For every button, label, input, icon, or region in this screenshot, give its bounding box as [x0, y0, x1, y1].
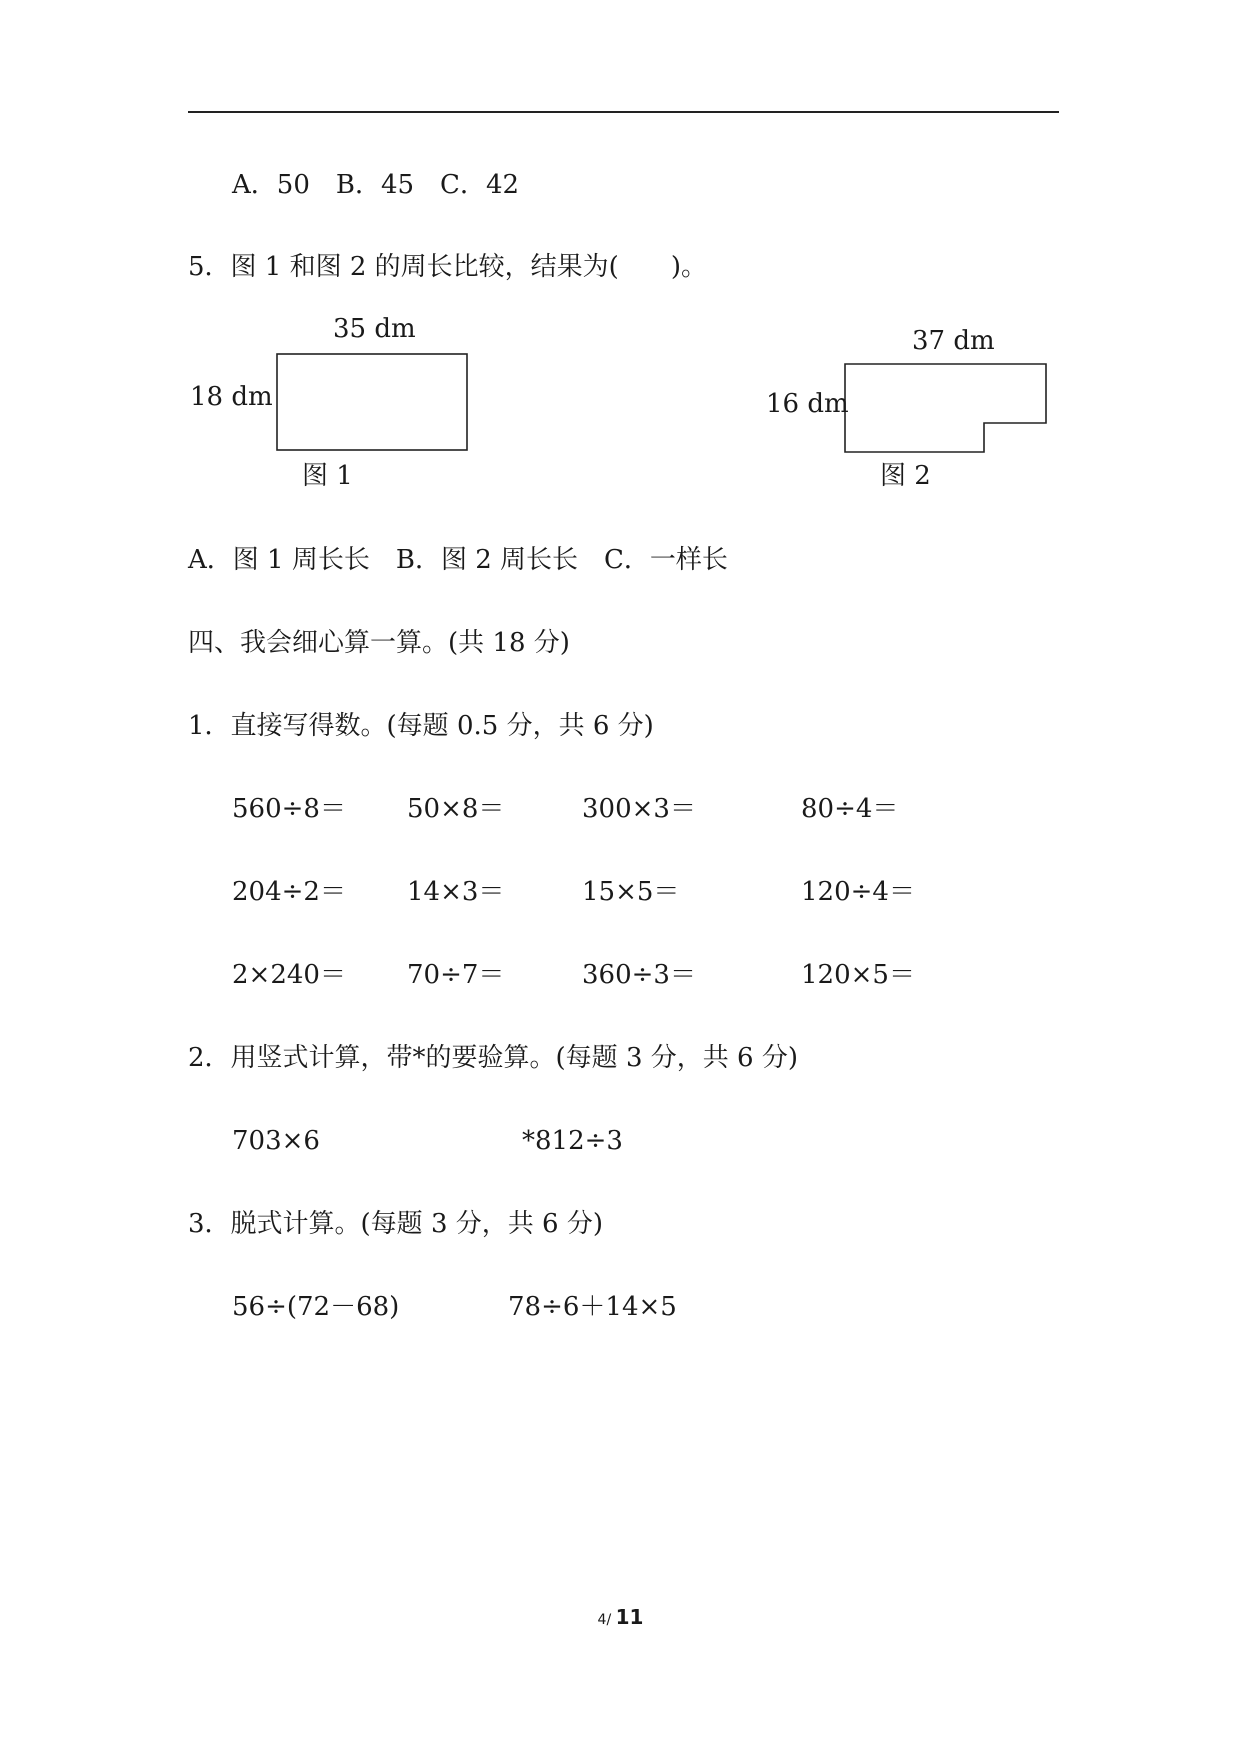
calc-item: 14×3＝: [407, 877, 505, 907]
calc-item: 80÷4＝: [801, 794, 899, 824]
calc-item: 204÷2＝: [232, 877, 346, 907]
calc-item: 360÷3＝: [582, 960, 696, 990]
calc-item: 70÷7＝: [407, 960, 505, 990]
vertical-calc-item: *812÷3: [522, 1126, 623, 1156]
page-current: 4: [597, 1612, 607, 1628]
figure-2-side-label: 16 dm: [766, 389, 849, 419]
figure-2-caption: 图 2: [880, 461, 931, 491]
calc-item: 2×240＝: [232, 960, 346, 990]
calc-item: 560÷8＝: [232, 794, 346, 824]
part-1-title: 1．直接写得数。(每题 0.5 分，共 6 分): [188, 711, 654, 741]
calc-item: 15×5＝: [582, 877, 680, 907]
vertical-calc-item: 703×6: [232, 1126, 320, 1156]
part-3-title: 3．脱式计算。(每题 3 分，共 6 分): [188, 1209, 603, 1239]
calc-item: 120÷4＝: [801, 877, 915, 907]
header-rule: [188, 111, 1059, 113]
calc-item: 300×3＝: [582, 794, 696, 824]
figure-1-top-label: 35 dm: [333, 314, 416, 344]
part-2-title: 2．用竖式计算，带*的要验算。(每题 3 分，共 6 分): [188, 1043, 798, 1073]
stepwise-calc-item: 78÷6＋14×5: [508, 1292, 677, 1322]
q5-question: 5．图 1 和图 2 的周长比较，结果为( )。: [188, 252, 707, 282]
figure-1-caption: 图 1: [302, 461, 353, 491]
stepwise-calc-item: 56÷(72－68): [232, 1292, 400, 1322]
page-separator: /: [606, 1612, 616, 1628]
page-number: [0, 1604, 1241, 1633]
figure-2-top-label: 37 dm: [912, 326, 995, 356]
figure-1: [188, 312, 488, 502]
figure-2: [760, 312, 1060, 502]
section-4-title: 四、我会细心算一算。(共 18 分): [188, 628, 570, 658]
page-total: 11: [615, 1605, 644, 1629]
q5-options: A．图 1 周长长 B．图 2 周长长 C．一样长: [188, 545, 728, 575]
calc-item: 120×5＝: [801, 960, 915, 990]
calc-item: 50×8＝: [407, 794, 505, 824]
q4-options: A．50 B．45 C．42: [232, 170, 520, 200]
figure-1-side-label: 18 dm: [190, 382, 273, 412]
